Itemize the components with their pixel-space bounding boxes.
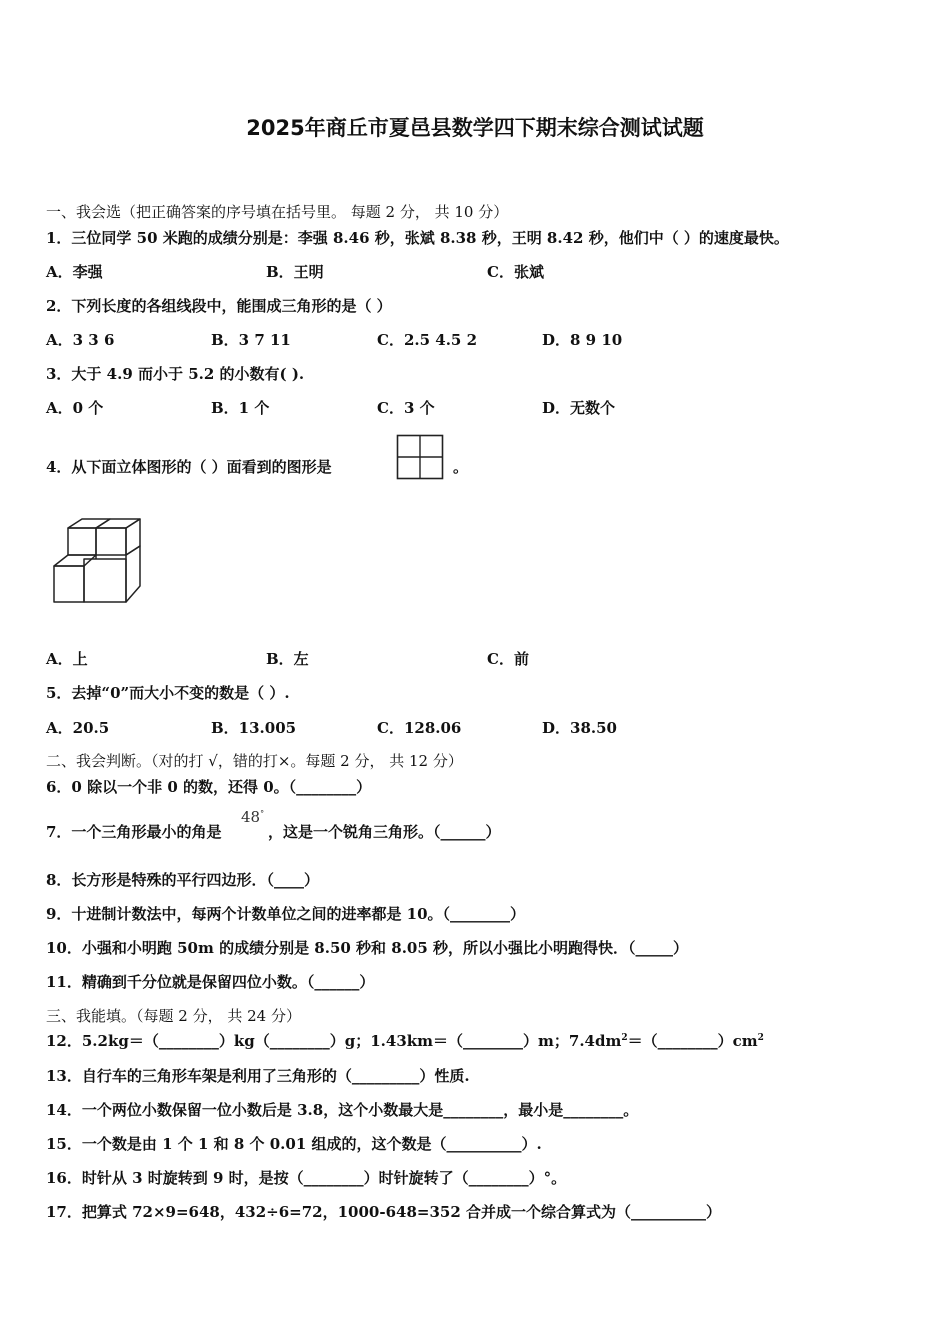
grid-view-figure	[396, 434, 444, 480]
question-4-text: 4．从下面立体图形的（ ）面看到的图形是	[46, 458, 332, 476]
q5-option-d: D．38.50	[542, 719, 617, 737]
question-10: 10．小强和小明跑 50m 的成绩分别是 8.50 秒和 8.05 秒，所以小强比小明跑得快．（_____）	[46, 939, 689, 957]
q4-option-b: B．左	[266, 650, 309, 668]
q2-option-a: A．3 3 6	[46, 331, 115, 349]
q12-sup2: 2	[757, 1033, 764, 1043]
section-heading-3: 三、我能填。（每题 2 分， 共 24 分）	[46, 1007, 301, 1025]
q12-part2: ＝（________）cm	[627, 1032, 758, 1050]
question-3: 3．大于 4.9 而小于 5.2 的小数有( ).	[46, 365, 305, 383]
q12-sup1: 2	[621, 1033, 628, 1043]
q5-option-a: A．20.5	[46, 719, 110, 737]
angle-degree-label	[241, 808, 264, 826]
q3-option-b: B．1 个	[211, 399, 270, 417]
question-7-text: 7．一个三角形最小的角是	[46, 823, 222, 841]
q2-option-d: D．8 9 10	[542, 331, 623, 349]
angle-degree-sign: °	[260, 809, 265, 818]
question-9: 9．十进制计数法中，每两个计数单位之间的进率都是 10。（________）	[46, 905, 526, 923]
cube-stack-figure	[48, 514, 144, 606]
question-1: 1．三位同学 50 米跑的成绩分别是：李强 8.46 秒，张斌 8.38 秒，王明 8.42 秒，他们中（ ）的速度最快。	[46, 229, 789, 247]
section-heading-1: 一、我会选（把正确答案的序号填在括号里。 每题 2 分， 共 10 分）	[46, 203, 509, 221]
question-14: 14．一个两位小数保留一位小数后是 3.8，这个小数最大是________，最小是________。	[46, 1101, 639, 1119]
question-17: 17．把算式 72×9=648，432÷6=72，1000-648=352 合并成一个综合算式为（__________）	[46, 1203, 722, 1221]
q5-option-c: C．128.06	[377, 719, 462, 737]
question-7-end: ，这是一个锐角三角形。（______）	[268, 823, 501, 841]
question-12	[46, 1031, 764, 1051]
q5-option-b: B．13.005	[211, 719, 297, 737]
question-2: 2．下列长度的各组线段中，能围成三角形的是（ ）	[46, 297, 392, 315]
question-15: 15．一个数是由 1 个 1 和 8 个 0.01 组成的，这个数是（__________）.	[46, 1135, 542, 1153]
question-5: 5．去掉“0”而大小不变的数是（ ）.	[46, 684, 290, 702]
q12-part1: 12．5.2kg＝（________）kg（________）g；1.43km＝（________）m；7.4dm	[46, 1032, 622, 1050]
q3-option-a: A．0 个	[46, 399, 104, 417]
q4-option-c: C．前	[487, 650, 529, 668]
question-13: 13．自行车的三角形车架是利用了三角形的（_________）性质.	[46, 1067, 470, 1085]
q2-option-b: B．3 7 11	[211, 331, 291, 349]
question-4-end: 。	[453, 458, 469, 476]
q3-option-d: D．无数个	[542, 399, 616, 417]
question-8: 8．长方形是特殊的平行四边形．（____）	[46, 871, 319, 889]
angle-degree-value: 48	[241, 808, 261, 826]
section-heading-2: 二、我会判断。（对的打 √，错的打×。每题 2 分， 共 12 分）	[46, 752, 463, 770]
question-6: 6．0 除以一个非 0 的数，还得 0。（________）	[46, 778, 372, 796]
q4-option-a: A．上	[46, 650, 88, 668]
q1-option-c: C．张斌	[487, 263, 544, 281]
q3-option-c: C．3 个	[377, 399, 435, 417]
question-16: 16．时针从 3 时旋转到 9 时，是按（________）时针旋转了（________）°。	[46, 1169, 567, 1187]
page-title: 2025年商丘市夏邑县数学四下期末综合测试试题	[246, 116, 704, 140]
q1-option-a: A．李强	[46, 263, 103, 281]
q1-option-b: B．王明	[266, 263, 324, 281]
q2-option-c: C．2.5 4.5 2	[377, 331, 478, 349]
question-11: 11．精确到千分位就是保留四位小数。（______）	[46, 973, 375, 991]
